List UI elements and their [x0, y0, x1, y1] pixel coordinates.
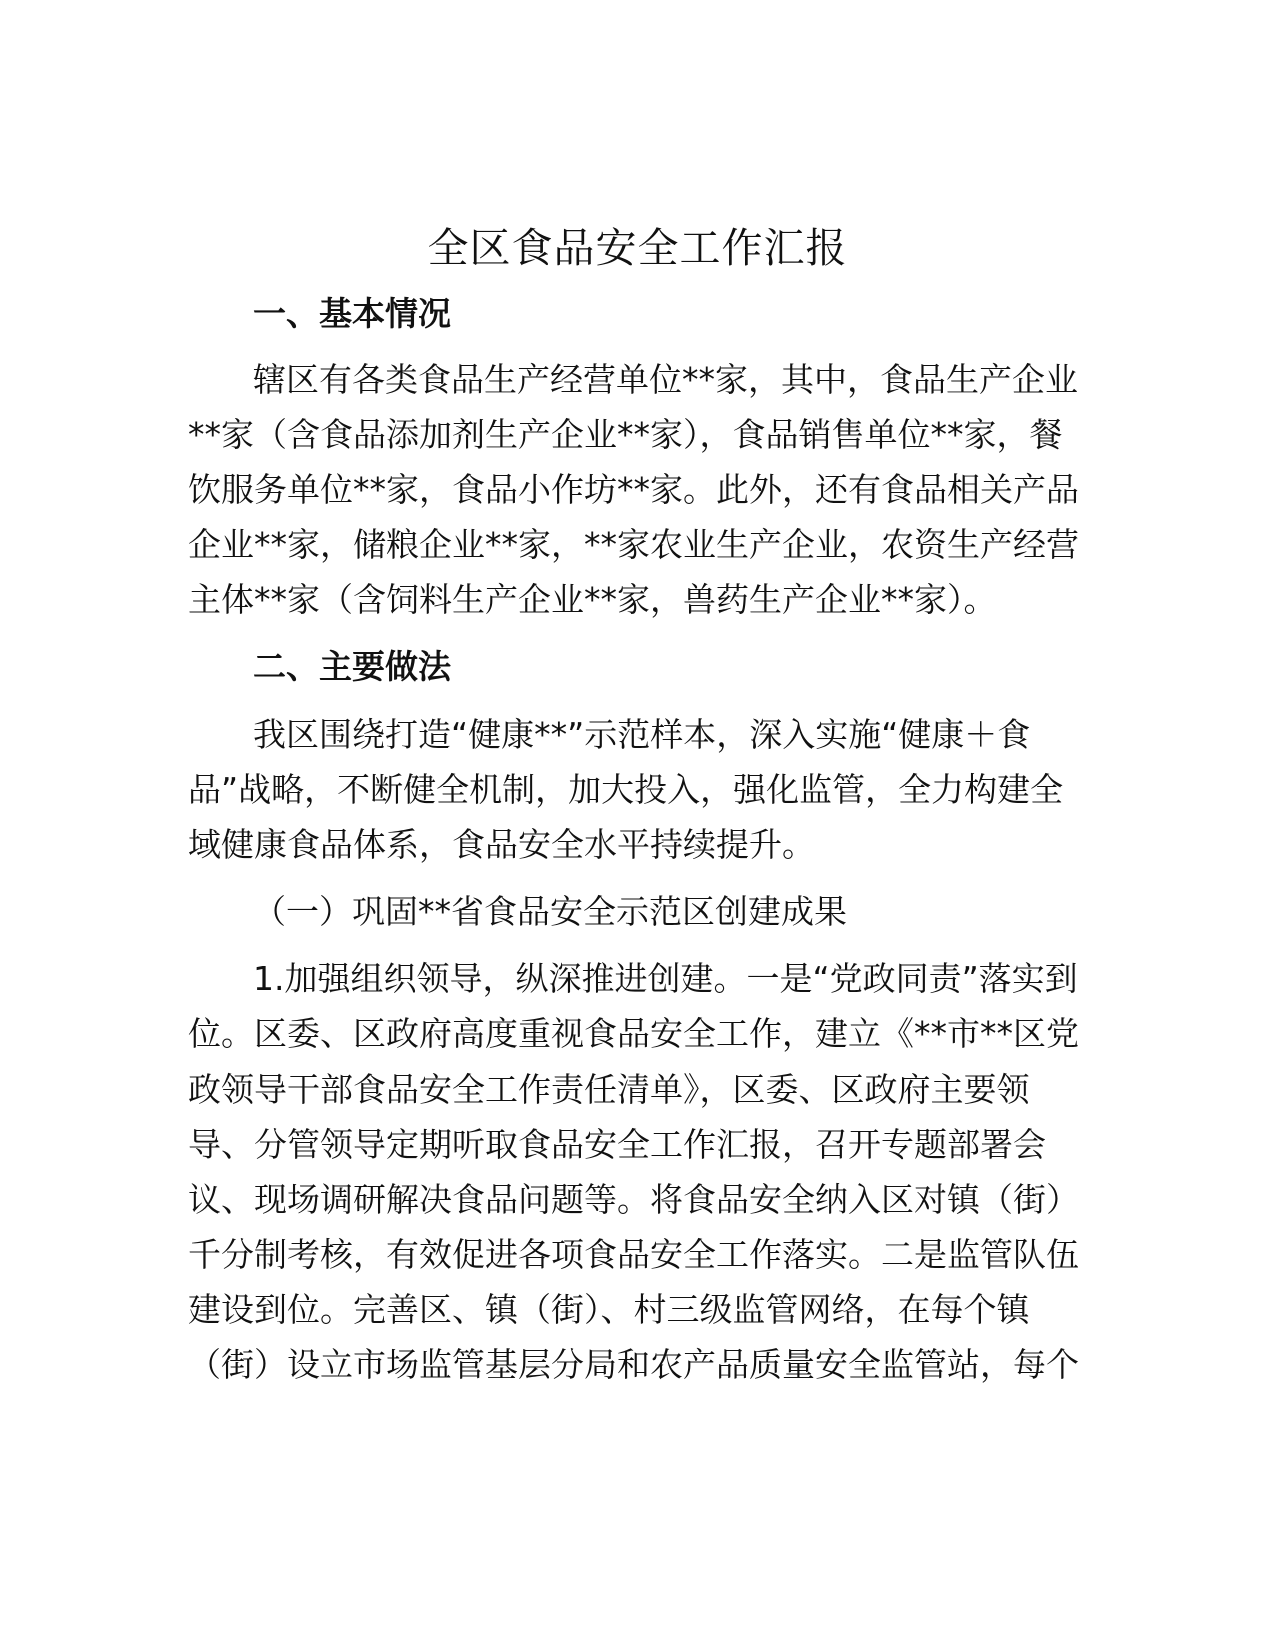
paragraph-line: 建设到位。完善区、镇（街）、村三级监管网络，在每个镇 [188, 1290, 1030, 1329]
paragraph-line: 议、现场调研解决食品问题等。将食品安全纳入区对镇（街） [188, 1180, 1079, 1219]
subsection-heading: （一）巩固**省食品安全示范区创建成果 [253, 892, 847, 931]
paragraph-line: 域健康食品体系，食品安全水平持续提升。 [188, 825, 815, 864]
document-title: 全区食品安全工作汇报 [427, 224, 848, 272]
paragraph-line: 导、分管领导定期听取食品安全工作汇报，召开专题部署会 [188, 1125, 1046, 1164]
paragraph-line: 千分制考核，有效促进各项食品安全工作落实。二是监管队伍 [188, 1235, 1079, 1274]
paragraph-line: 企业**家，储粮企业**家，**家农业生产企业，农资生产经营 [188, 525, 1079, 564]
section-heading-practices: 二、主要做法 [253, 647, 451, 686]
paragraph-line: 主体**家（含饲料生产企业**家，兽药生产企业**家）。 [188, 580, 997, 619]
section-heading-basic: 一、基本情况 [253, 294, 451, 333]
paragraph-line: 辖区有各类食品生产经营单位**家，其中，食品生产企业 [253, 360, 1078, 399]
paragraph-line: 饮服务单位**家，食品小作坊**家。此外，还有食品相关产品 [188, 470, 1079, 509]
paragraph-line: 品”战略，不断健全机制，加大投入，强化监管，全力构建全 [188, 770, 1064, 809]
paragraph-line: 位。区委、区政府高度重视食品安全工作，建立《**市**区党 [188, 1014, 1079, 1053]
paragraph-line: 政领导干部食品安全工作责任清单》，区委、区政府主要领 [188, 1070, 1030, 1109]
paragraph-line: **家（含食品添加剂生产企业**家），食品销售单位**家，餐 [188, 415, 1063, 454]
paragraph-line: 我区围绕打造“健康**”示范样本，深入实施“健康＋食 [253, 715, 1031, 754]
paragraph-line: 1.加强组织领导，纵深推进创建。一是“党政同责”落实到 [253, 959, 1078, 998]
paragraph-line: （街）设立市场监管基层分局和农产品质量安全监管站，每个 [188, 1345, 1079, 1384]
